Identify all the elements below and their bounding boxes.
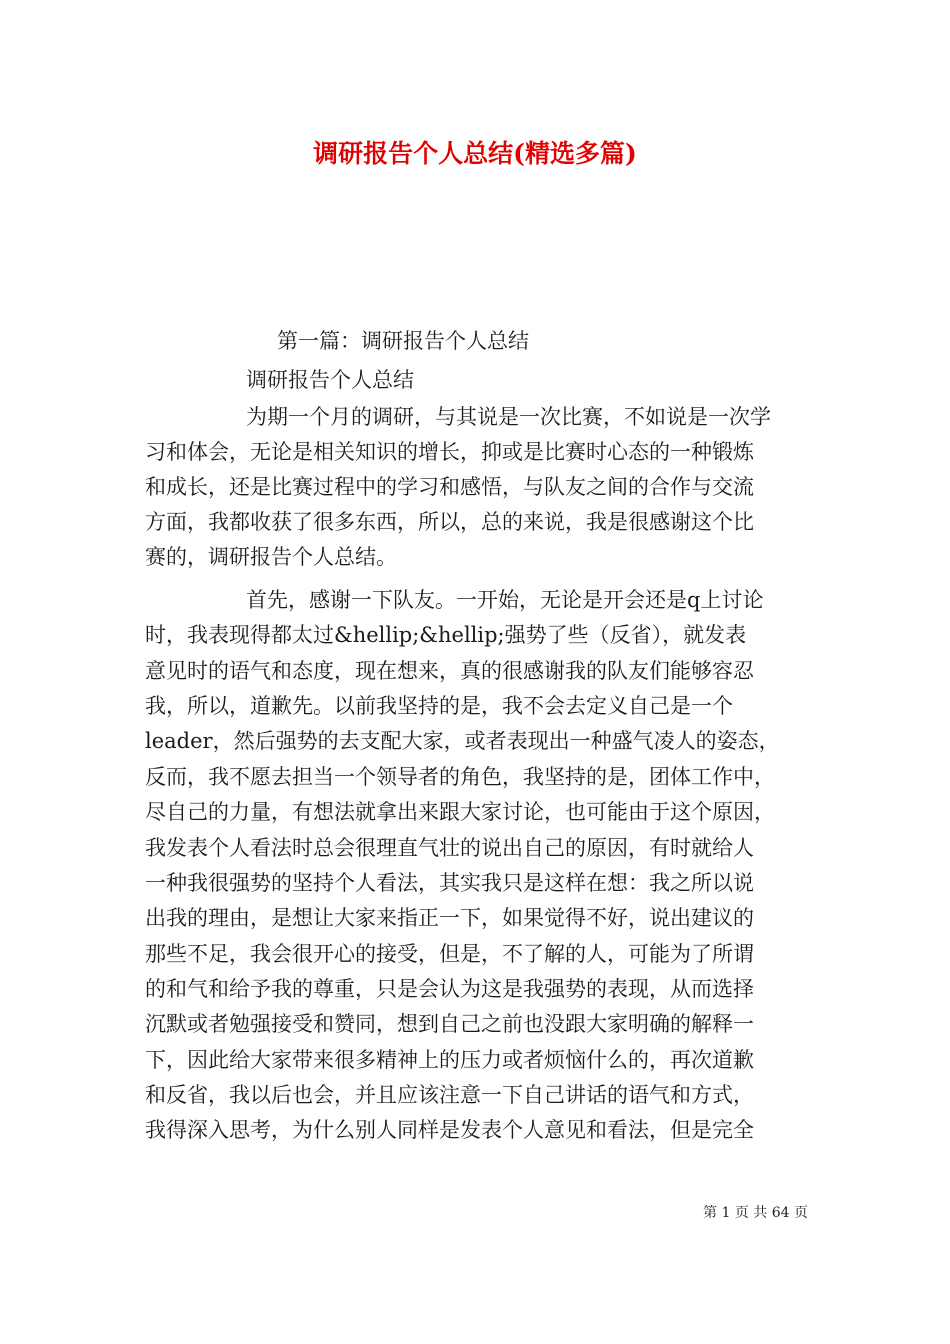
- body-line: 时，我表现得都太过&hellip;&hellip;强势了些（反省），就发表: [145, 623, 747, 647]
- body-line: 和成长，还是比赛过程中的学习和感悟，与队友之间的合作与交流: [145, 475, 754, 499]
- body-line: 出我的理由，是想让大家来指正一下，如果觉得不好，说出建议的: [145, 906, 754, 930]
- body-line: 沉默或者勉强接受和赞同，想到自己之前也没跟大家明确的解释一: [145, 1012, 754, 1036]
- body-line: 一种我很强势的坚持个人看法，其实我只是这样在想：我之所以说: [145, 871, 754, 895]
- body-line: 赛的，调研报告个人总结。: [145, 545, 397, 569]
- body-line: 的和气和给予我的尊重，只是会认为这是我强势的表现，从而选择: [145, 977, 754, 1001]
- body-line: 尽自己的力量，有想法就拿出来跟大家讨论，也可能由于这个原因，: [145, 800, 775, 824]
- subheading: 调研报告个人总结: [246, 368, 414, 392]
- body-line: 和反省，我以后也会，并且应该注意一下自己讲话的语气和方式，: [145, 1083, 754, 1107]
- body-line: leader，然后强势的去支配大家，或者表现出一种盛气凌人的姿态，: [145, 729, 780, 753]
- body-line: 首先，感谢一下队友。一开始，无论是开会还是q上讨论: [246, 588, 764, 612]
- document-title: 调研报告个人总结(精选多篇): [313, 139, 637, 168]
- body-line: 我，所以，道歉先。以前我坚持的是，我不会去定义自己是一个: [145, 694, 733, 718]
- body-line: 反而，我不愿去担当一个领导者的角色，我坚持的是，团体工作中，: [145, 765, 775, 789]
- body-line: 意见时的语气和态度，现在想来，真的很感谢我的队友们能够容忍: [145, 659, 754, 683]
- section-heading: 第一篇：调研报告个人总结: [277, 329, 529, 353]
- body-line: 为期一个月的调研，与其说是一次比赛，不如说是一次学: [246, 405, 771, 429]
- page-number: 第 1 页 共 64 页: [703, 1205, 808, 1221]
- body-line: 那些不足，我会很开心的接受，但是，不了解的人，可能为了所谓: [145, 942, 754, 966]
- body-line: 习和体会，无论是相关知识的增长，抑或是比赛时心态的一种锻炼: [145, 440, 754, 464]
- body-line: 我得深入思考，为什么别人同样是发表个人意见和看法，但是完全: [145, 1118, 754, 1142]
- body-line: 我发表个人看法时总会很理直气壮的说出自己的原因，有时就给人: [145, 836, 754, 860]
- body-line: 方面，我都收获了很多东西，所以，总的来说，我是很感谢这个比: [145, 510, 754, 534]
- body-line: 下，因此给大家带来很多精神上的压力或者烦恼什么的，再次道歉: [145, 1048, 754, 1072]
